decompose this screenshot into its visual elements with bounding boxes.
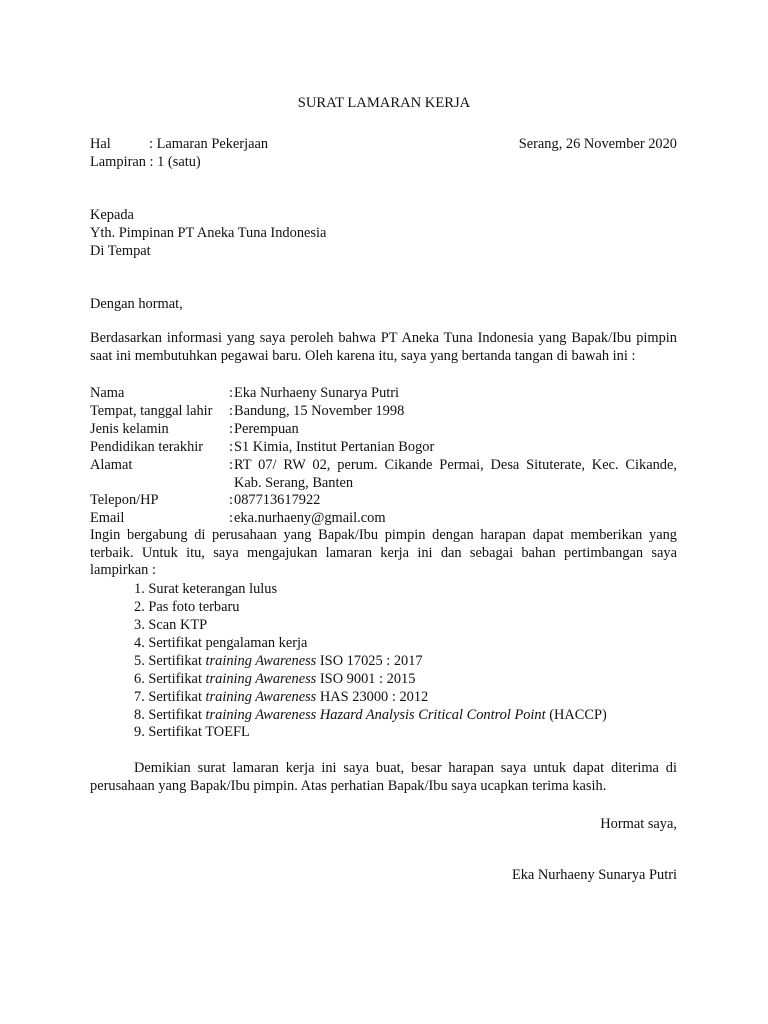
subject-label: Hal	[90, 136, 111, 152]
recipient-line-2: Yth. Pimpinan PT Aneka Tuna Indonesia	[90, 225, 327, 241]
attachment-item-5-suffix: ISO 17025 : 2017	[316, 653, 423, 669]
field-label-email: Email	[90, 510, 125, 526]
attachment-item-5	[134, 652, 423, 670]
letter-date: Serang, 26 November 2020	[518, 136, 677, 152]
field-colon: :	[229, 403, 233, 419]
attachment-item-2: 2. Pas foto terbaru	[134, 599, 240, 615]
field-label-name: Nama	[90, 385, 125, 401]
field-colon: :	[229, 457, 233, 473]
field-label-gender: Jenis kelamin	[90, 421, 169, 437]
field-value-name: Eka Nurhaeny Sunarya Putri	[234, 385, 400, 401]
field-value-phone: 087713617922	[234, 492, 321, 508]
attachment-item-6-suffix: ISO 9001 : 2015	[316, 671, 416, 687]
attachment-item-8-suffix: (HACCP)	[545, 707, 607, 723]
field-label-birth: Tempat, tanggal lahir	[90, 403, 213, 419]
attachment-item-7-italic: training Awareness	[205, 689, 317, 705]
greeting: Dengan hormat,	[90, 296, 183, 312]
closing-salutation: Hormat saya,	[600, 816, 677, 832]
field-value-gender: Perempuan	[234, 421, 299, 437]
attachment-item-6	[134, 670, 415, 688]
signature-name: Eka Nurhaeny Sunarya Putri	[511, 867, 677, 883]
closing-paragraph: Demikian surat lamaran kerja ini saya buat, besar harapan saya untuk dapat diterima di perusahaan yang Bapak/Ibu pimpin. Atas perhatian Bapak/Ibu saya ucapkan terima kasih.	[90, 760, 677, 794]
subject-value: : Lamaran Pekerjaan	[149, 136, 269, 152]
attachment-item-7	[134, 688, 428, 706]
attachment-item-3: 3. Scan KTP	[134, 617, 208, 633]
recipient-line-3: Di Tempat	[90, 243, 151, 259]
attachment-item-6-prefix: 6. Sertifikat	[134, 671, 206, 687]
field-value-address-line-2: Kab. Serang, Banten	[234, 475, 354, 491]
field-colon: :	[229, 492, 233, 508]
letter-title: SURAT LAMARAN KERJA	[297, 95, 471, 111]
attachment-item-8-italic: training Awareness Hazard Analysis Critical Control Point	[205, 707, 546, 723]
field-value-email: eka.nurhaeny@gmail.com	[234, 510, 386, 526]
field-value-address-line-1: RT 07/ RW 02, perum. Cikande Permai, Desa Situterate, Kec. Cikande,	[234, 457, 677, 473]
attachment-item-5-italic: training Awareness	[205, 653, 317, 669]
field-colon: :	[229, 385, 233, 401]
attachment-item-1: 1. Surat keterangan lulus	[134, 581, 278, 597]
field-value-education: S1 Kimia, Institut Pertanian Bogor	[234, 439, 435, 455]
attachment-item-8-prefix: 8. Sertifikat	[134, 707, 206, 723]
attachment-item-9: 9. Sertifikat TOEFL	[134, 724, 250, 740]
attachment-count: Lampiran : 1 (satu)	[90, 154, 201, 170]
field-colon: :	[229, 421, 233, 437]
field-label-phone: Telepon/HP	[90, 492, 159, 508]
intro-paragraph: Berdasarkan informasi yang saya peroleh bahwa PT Aneka Tuna Indonesia yang Bapak/Ibu pimpin saat ini membutuhkan pegawai baru. Oleh karena itu, saya yang bertanda tangan di bawah ini :	[90, 330, 677, 364]
attachment-item-7-prefix: 7. Sertifikat	[134, 689, 206, 705]
recipient-line-1: Kepada	[90, 207, 134, 223]
field-colon: :	[229, 439, 233, 455]
field-value-birth: Bandung, 15 November 1998	[234, 403, 405, 419]
attachment-item-8	[134, 706, 607, 724]
field-colon: :	[229, 510, 233, 526]
field-label-address: Alamat	[90, 457, 133, 473]
attachment-item-6-italic: training Awareness	[205, 671, 317, 687]
attachment-item-4: 4. Sertifikat pengalaman kerja	[134, 635, 308, 651]
attachment-item-5-prefix: 5. Sertifikat	[134, 653, 206, 669]
field-label-education: Pendidikan terakhir	[90, 439, 204, 455]
attachment-item-7-suffix: HAS 23000 : 2012	[316, 689, 429, 705]
body-paragraph: Ingin bergabung di perusahaan yang Bapak/Ibu pimpin dengan harapan dapat memberikan yang terbaik. Untuk itu, saya mengajukan lamaran kerja ini dan sebagai bahan pertimbangan saya lampirkan :	[90, 527, 677, 579]
